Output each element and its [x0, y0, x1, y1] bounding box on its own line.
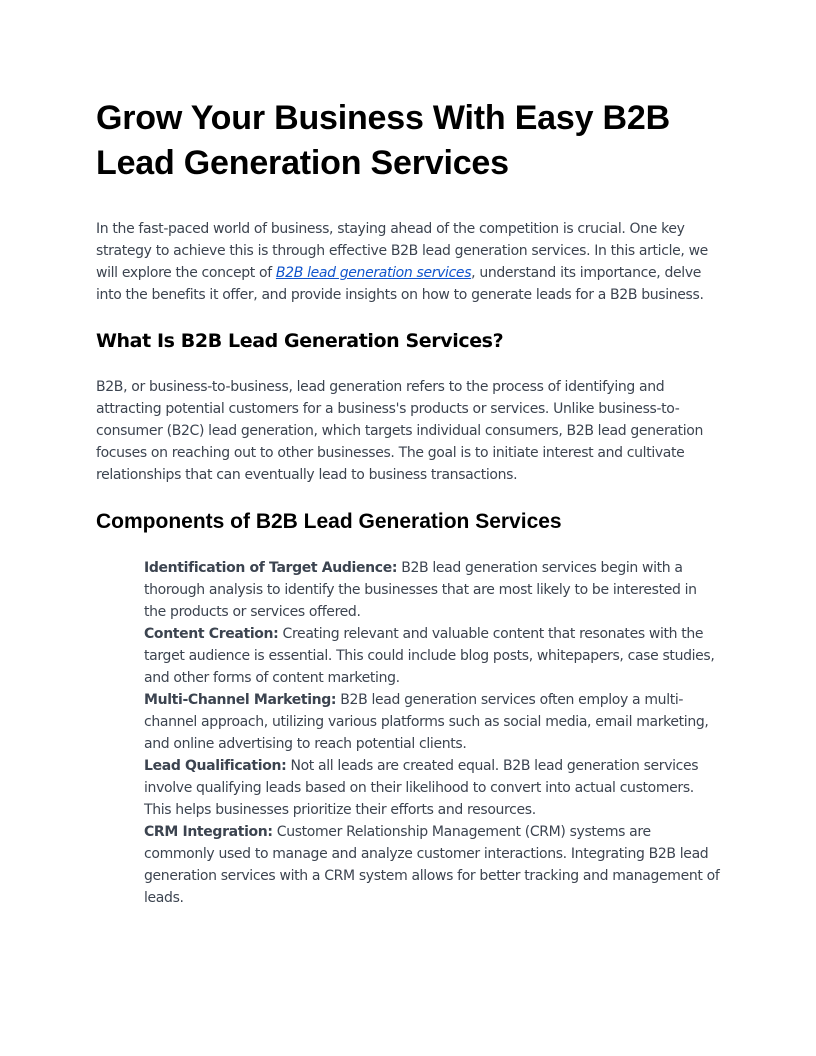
intro-paragraph — [96, 218, 722, 306]
list-item — [144, 821, 722, 909]
list-item-text: Creating relevant and valuable content that resonates with the target audience is essential. This could include blog posts, whitepapers, case studies, and other forms of content marketing. — [144, 626, 715, 686]
what-is-paragraph: B2B, or business-to-business, lead generation refers to the process of identifying and attracting potential customers for a business's products or services. Unlike business-to-consumer (B2C) lead generation, which targets individual consumers, B2B lead generation focuses on reaching out to other businesses. The goal is to initiate interest and cultivate relationships that can eventually lead to business transactions. — [96, 379, 703, 483]
list-item-text: B2B lead generation services often employ a multi-channel approach, utilizing various platforms such as social media, email marketing, and online advertising to reach potential clients. — [144, 692, 709, 752]
list-item-text: Not all leads are created equal. B2B lead generation services involve qualifying leads based on their likelihood to convert into actual customers. This helps businesses prioritize their efforts and resources. — [144, 758, 699, 818]
document-page — [96, 96, 722, 909]
list-item-text: Customer Relationship Management (CRM) systems are commonly used to manage and analyze customer interactions. Integrating B2B lead generation services with a CRM system allows for better tracking and management of leads. — [144, 824, 720, 906]
list-item-term: Lead Qualification: — [144, 758, 287, 774]
section-heading-components: Components of B2B Lead Generation Services — [96, 510, 562, 533]
components-list — [96, 557, 722, 909]
list-item-term: Identification of Target Audience: — [144, 560, 398, 576]
list-item-text: B2B lead generation services begin with a thorough analysis to identify the businesses that are most likely to be interested in the products or services offered. — [144, 560, 697, 620]
section-heading-what-is: What Is B2B Lead Generation Services? — [96, 330, 504, 352]
list-item — [144, 557, 722, 623]
list-item-term: Content Creation: — [144, 626, 279, 642]
b2b-lead-generation-link[interactable]: B2B lead generation services — [275, 265, 472, 281]
list-item — [144, 755, 722, 821]
intro-text-after-link: , understand its importance, delve into the benefits it offer, and provide insights on how to generate leads for a B2B business. — [96, 265, 704, 303]
page-title: Grow Your Business With Easy B2B Lead Generation Services — [96, 99, 670, 182]
list-item — [144, 623, 722, 689]
list-item-term: Multi-Channel Marketing: — [144, 692, 337, 708]
list-item — [144, 689, 722, 755]
intro-text-before-link: In the fast-paced world of business, staying ahead of the competition is crucial. One key strategy to achieve this is through effective B2B lead generation services. In this article, we will explore the concept of — [96, 221, 708, 281]
list-item-term: CRM Integration: — [144, 824, 273, 840]
